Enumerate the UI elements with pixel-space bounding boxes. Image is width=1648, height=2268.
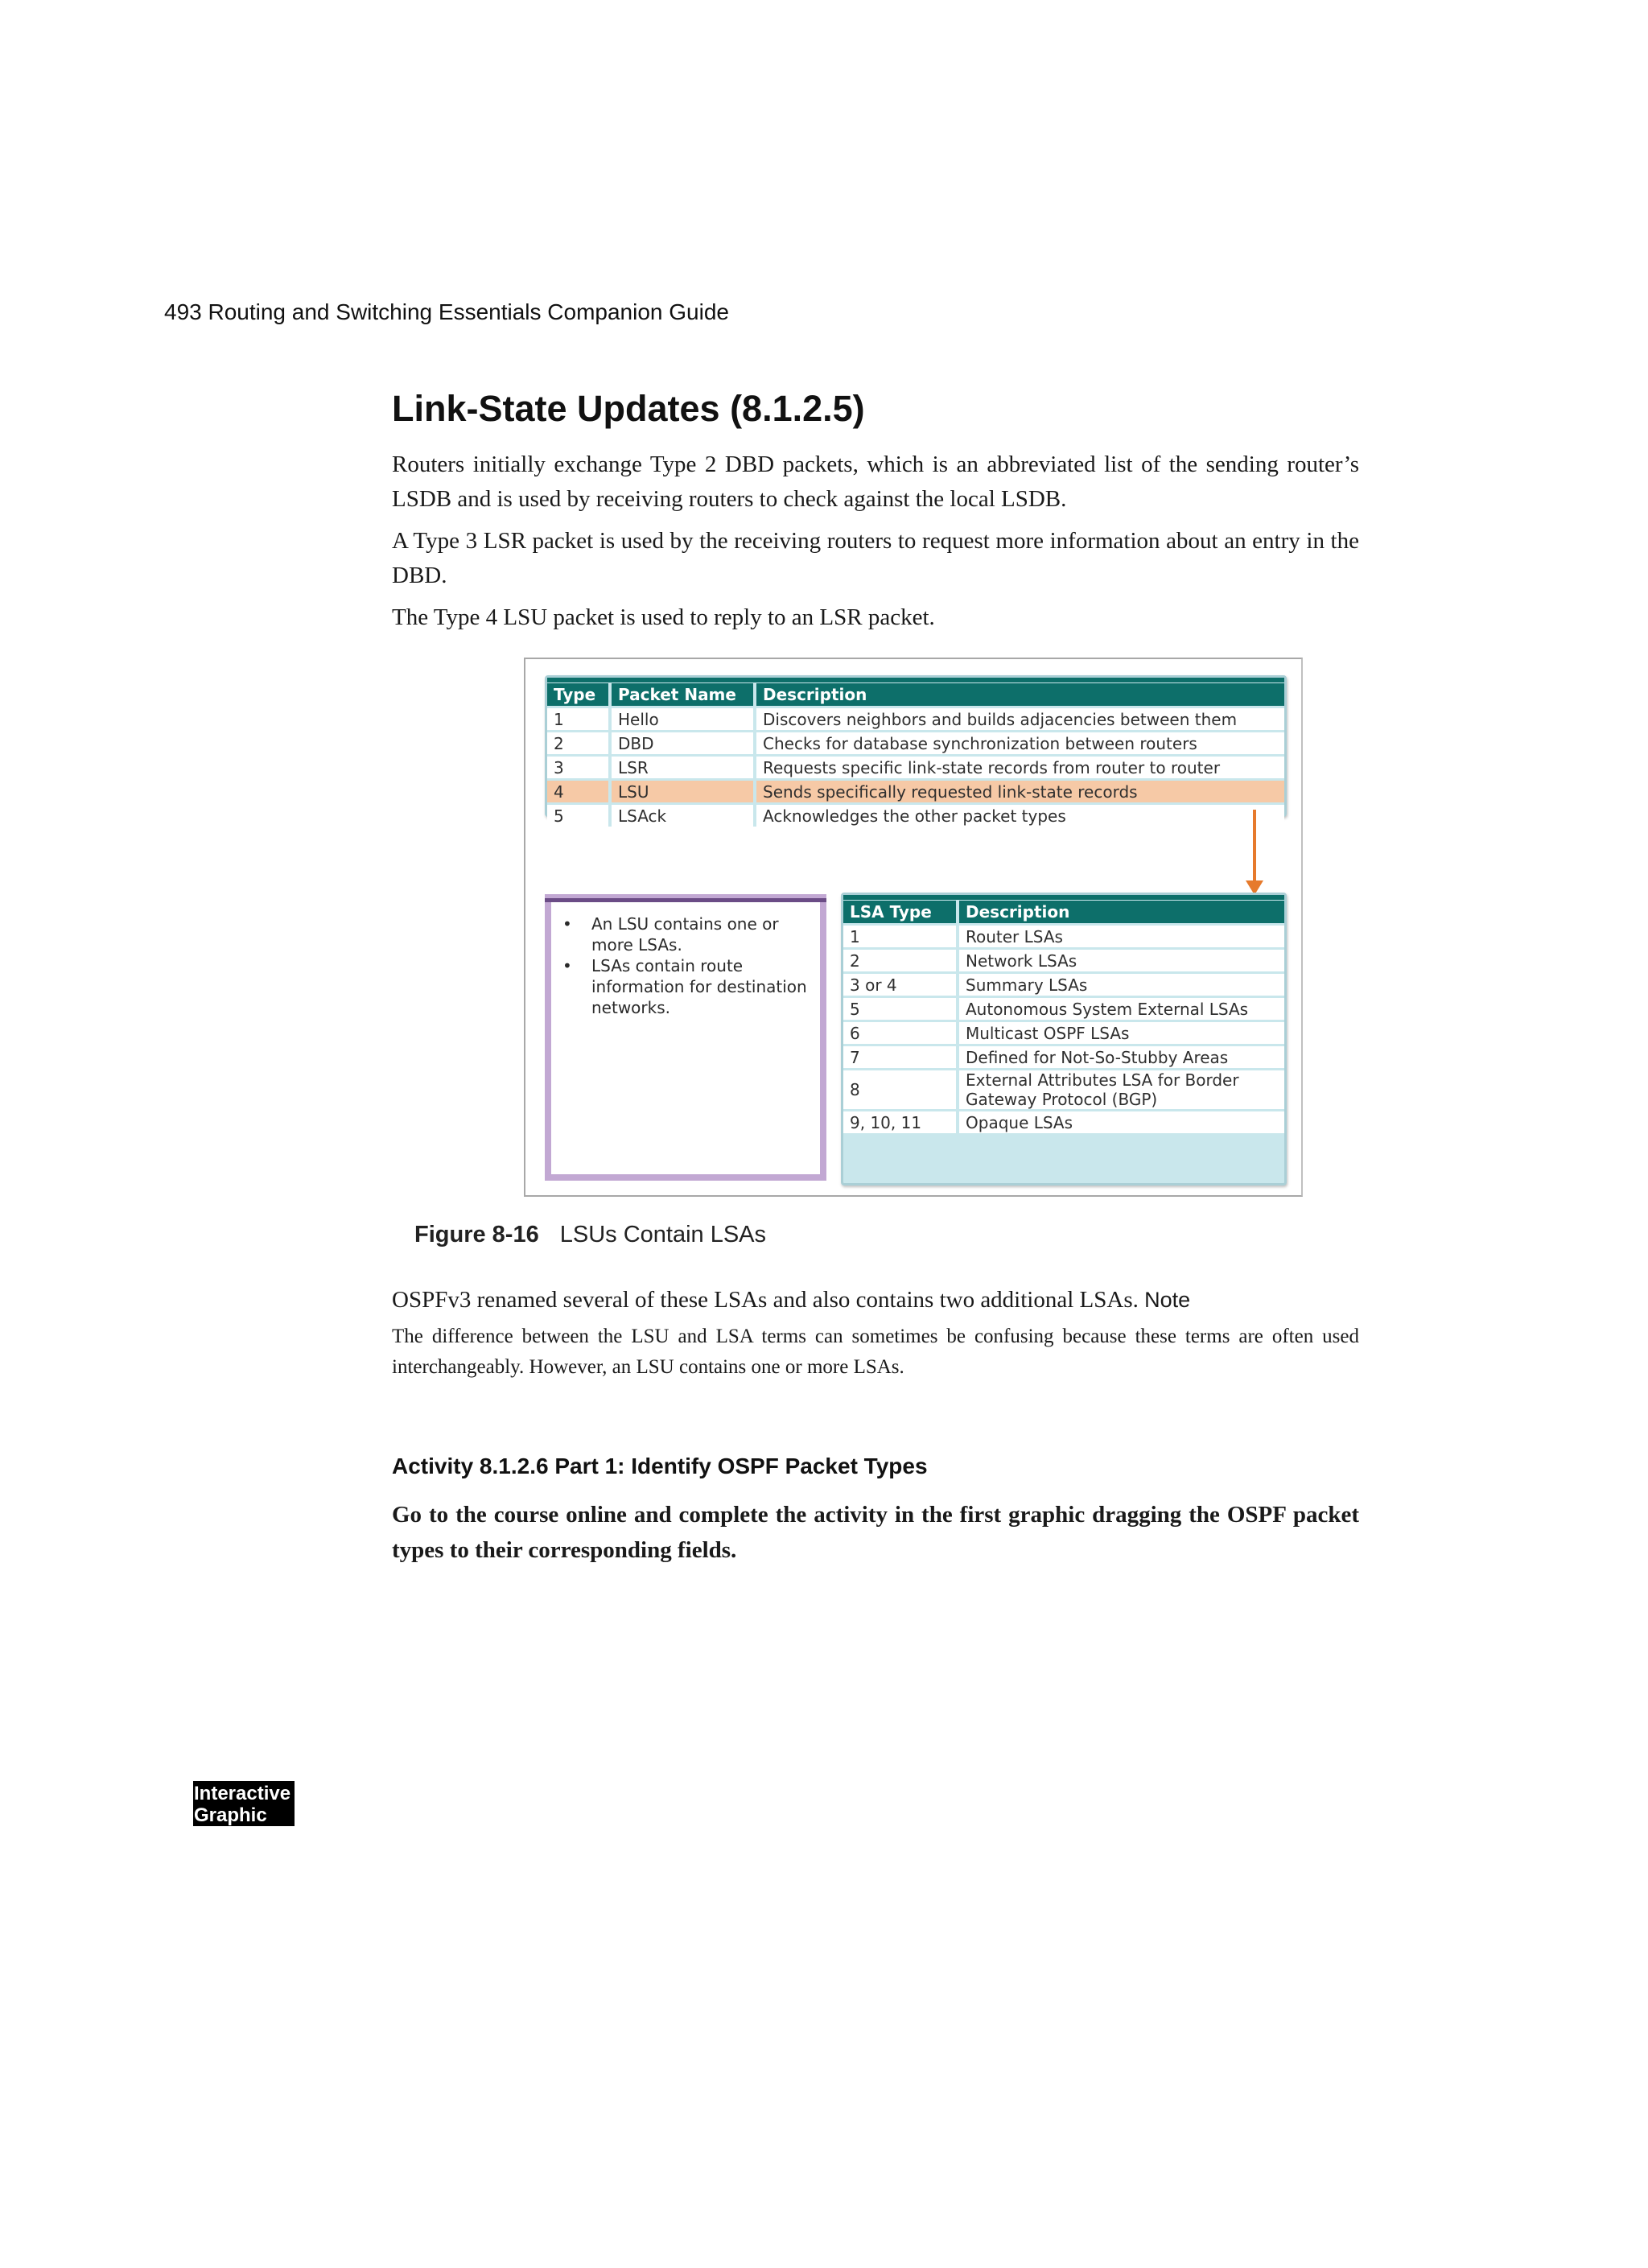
table-cell: 8 bbox=[843, 1070, 959, 1109]
table-cell: Multicast OSPF LSAs bbox=[959, 1022, 1284, 1044]
note-body: The difference between the LSU and LSA terms can sometimes be confusing because these terms are often used interchangeably. However, an LSU contains one or more LSAs. bbox=[392, 1326, 1359, 1378]
table-cell: Autonomous System External LSAs bbox=[959, 998, 1284, 1020]
paragraph-lsu: The Type 4 LSU packet is used to reply to an LSR packet. bbox=[392, 604, 935, 630]
table-cell: LSAck bbox=[612, 805, 756, 827]
paragraph-dbd: Routers initially exchange Type 2 DBD packets, which is an abbreviated list of the sending router’s LSDB and is used by receiving routers to check against the local LSDB. bbox=[392, 452, 1359, 512]
ospfv3-text: OSPFv3 renamed several of these LSAs and also contains two additional LSAs. bbox=[392, 1287, 1139, 1313]
table-cell: Requests specific link-state records from router to router bbox=[756, 757, 1284, 778]
table-row bbox=[843, 1046, 1284, 1068]
section-title: Link-State Updates (8.1.2.5) bbox=[392, 388, 865, 429]
callout-list bbox=[551, 913, 820, 1018]
figure-lsu-lsa bbox=[524, 658, 1303, 1197]
badge-line: Graphic bbox=[194, 1804, 267, 1826]
table-cell: 5 bbox=[547, 805, 612, 827]
packet-type-table bbox=[547, 681, 1284, 829]
callout-bullet: • LSAs contain route information for destination networks. bbox=[591, 955, 812, 1018]
table-cell: Discovers neighbors and builds adjacencies between them bbox=[756, 708, 1284, 730]
table-cell: Defined for Not-So-Stubby Areas bbox=[959, 1046, 1284, 1068]
interactive-graphic-badge bbox=[193, 1781, 295, 1826]
table-cell: 9, 10, 11 bbox=[843, 1111, 959, 1133]
table-cell: 3 bbox=[547, 757, 612, 778]
table-cell: Hello bbox=[612, 708, 756, 730]
table-row bbox=[843, 1111, 1284, 1133]
table-row bbox=[547, 732, 1284, 754]
table-cell: Network LSAs bbox=[959, 950, 1284, 971]
figure-caption bbox=[414, 1222, 766, 1248]
table-cell: 1 bbox=[547, 708, 612, 730]
lsa-type-table bbox=[843, 898, 1284, 1136]
packet-type-table-frame bbox=[545, 675, 1287, 826]
table-cell: Acknowledges the other packet types bbox=[756, 805, 1284, 827]
table-header-row bbox=[547, 683, 1284, 706]
callout-bullet: • An LSU contains one or more LSAs. bbox=[591, 913, 812, 955]
activity-body: Go to the course online and complete the activity in the first graphic dragging the OSPF packet types to their corresponding fields. bbox=[392, 1502, 1359, 1563]
table-cell: 2 bbox=[843, 950, 959, 971]
table-row bbox=[547, 805, 1284, 827]
table-cell: LSR bbox=[612, 757, 756, 778]
table-cell: 4 bbox=[547, 781, 612, 802]
table-row bbox=[843, 998, 1284, 1020]
column-header: Type bbox=[547, 683, 612, 706]
table-cell: 5 bbox=[843, 998, 959, 1020]
figure-number: Figure 8-16 bbox=[414, 1222, 539, 1247]
table-cell: External Attributes LSA for Border Gateway Protocol (BGP) bbox=[959, 1070, 1284, 1109]
table-cell: 2 bbox=[547, 732, 612, 754]
table-row bbox=[843, 950, 1284, 971]
table-row bbox=[843, 1070, 1284, 1109]
table-header-row bbox=[843, 901, 1284, 923]
column-header: LSA Type bbox=[843, 901, 959, 923]
table-cell: LSU bbox=[612, 781, 756, 802]
callout-top-bar bbox=[545, 898, 826, 902]
table-row bbox=[547, 708, 1284, 730]
note-label: Note bbox=[1144, 1288, 1191, 1312]
column-header: Description bbox=[959, 901, 1284, 923]
activity-title: Activity 8.1.2.6 Part 1: Identify OSPF Packet Types bbox=[392, 1454, 928, 1478]
table-cell: Checks for database synchronization between routers bbox=[756, 732, 1284, 754]
table-cell: 6 bbox=[843, 1022, 959, 1044]
table-cell: Router LSAs bbox=[959, 926, 1284, 947]
table-row bbox=[843, 1022, 1284, 1044]
ospfv3-paragraph bbox=[392, 1283, 1359, 1318]
badge-line: Interactive bbox=[194, 1783, 291, 1804]
figure-caption-text: LSUs Contain LSAs bbox=[559, 1222, 767, 1247]
table-cell: Sends specifically requested link-state records bbox=[756, 781, 1284, 802]
table-cell: 3 or 4 bbox=[843, 974, 959, 996]
paragraph-lsr: A Type 3 LSR packet is used by the receiving routers to request more information about an entry in the DBD. bbox=[392, 528, 1359, 588]
column-header: Packet Name bbox=[612, 683, 756, 706]
callout-box bbox=[545, 894, 826, 1181]
table-cell: Summary LSAs bbox=[959, 974, 1284, 996]
arrow-line bbox=[1253, 810, 1256, 882]
table-row bbox=[843, 974, 1284, 996]
running-header: 493 Routing and Switching Essentials Companion Guide bbox=[164, 299, 729, 324]
lsa-type-table-frame bbox=[841, 893, 1287, 1186]
table-cell: Opaque LSAs bbox=[959, 1111, 1284, 1133]
table-cell: 7 bbox=[843, 1046, 959, 1068]
column-header: Description bbox=[756, 683, 1284, 706]
table-row bbox=[547, 781, 1284, 802]
table-row bbox=[547, 757, 1284, 778]
table-cell: 1 bbox=[843, 926, 959, 947]
table-cell: DBD bbox=[612, 732, 756, 754]
table-row bbox=[843, 926, 1284, 947]
